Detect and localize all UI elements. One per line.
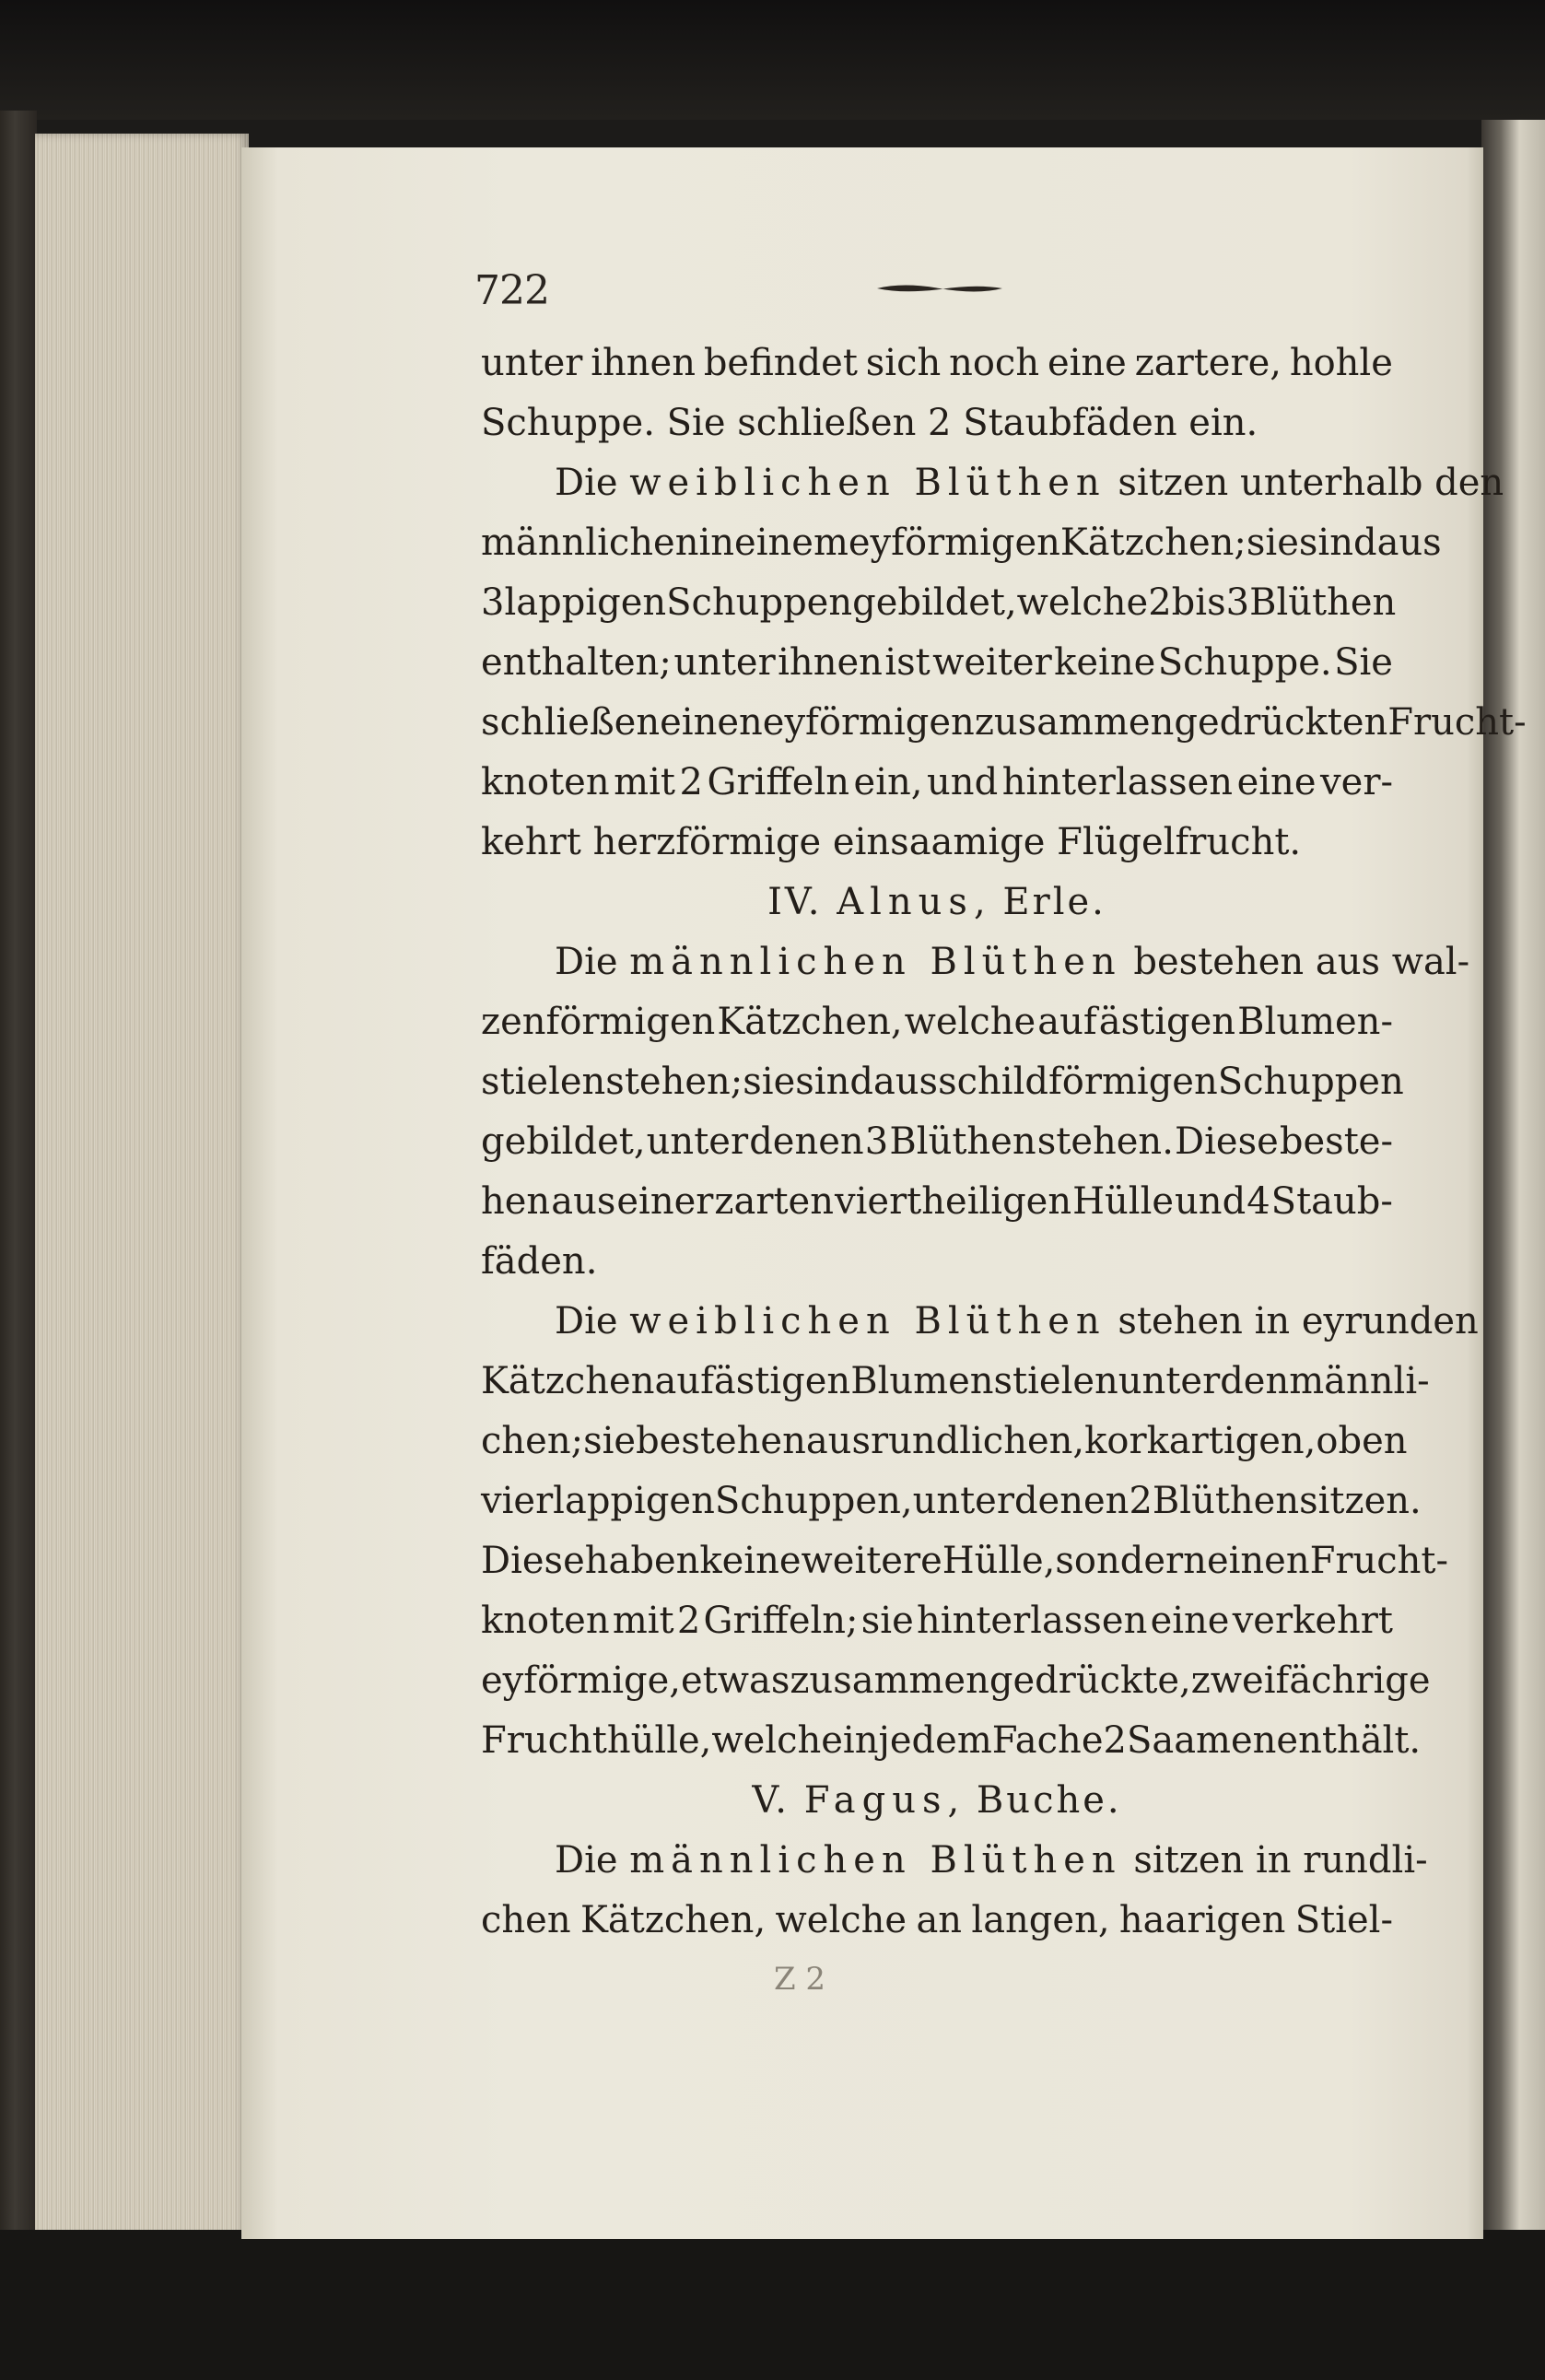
- word: enthält.: [1276, 1719, 1422, 1762]
- text-line: [481, 334, 1393, 393]
- line-suffix: , Erle.: [973, 881, 1106, 923]
- body-text: [481, 334, 1527, 1951]
- text-line: [481, 1232, 1393, 1292]
- word: befindet: [703, 342, 858, 384]
- word: sie: [583, 1420, 637, 1462]
- word: mit: [612, 1600, 674, 1642]
- word: 4: [1247, 1180, 1270, 1223]
- word: Blüthen: [889, 1120, 1036, 1163]
- word: zweifächrige: [1190, 1659, 1431, 1702]
- word: hinterlassen: [1001, 761, 1234, 803]
- word: stehen;: [605, 1061, 743, 1103]
- word: hen: [481, 1180, 551, 1223]
- word: Schuppe.: [1157, 641, 1332, 684]
- text-line: [481, 1172, 1393, 1232]
- word: welche: [904, 1001, 1036, 1043]
- word: zartere,: [1134, 342, 1282, 384]
- word: einer: [616, 1180, 714, 1223]
- word: ist: [884, 641, 931, 684]
- word: sie: [1246, 522, 1299, 564]
- word: knoten: [481, 761, 610, 803]
- word: aus: [805, 1420, 871, 1462]
- word: zenförmigen: [481, 1001, 716, 1043]
- word: stehen.: [1036, 1120, 1174, 1163]
- book-cover-left: [0, 111, 37, 2257]
- word: ästigen: [713, 1360, 851, 1402]
- word: Saamen: [1126, 1719, 1277, 1762]
- text-line: [481, 1112, 1393, 1172]
- signature-mark: Z 2: [774, 1961, 826, 1998]
- word: auf: [1037, 1001, 1097, 1043]
- word: Frucht-: [1309, 1540, 1448, 1582]
- emphasized-term: weiblichen Blüthen: [629, 462, 1106, 504]
- word: eyförmigen: [762, 701, 975, 744]
- word: Blumenstielen: [850, 1360, 1118, 1402]
- word: knoten: [481, 1600, 610, 1642]
- word: weiter: [932, 641, 1052, 684]
- word: zarten: [714, 1180, 834, 1223]
- word: einen: [660, 701, 763, 744]
- text-line: [481, 1052, 1404, 1112]
- word: in: [842, 1719, 879, 1762]
- book-right-edge: [1481, 120, 1545, 2248]
- word: unter: [673, 641, 776, 684]
- word: welche: [1016, 581, 1149, 624]
- word: mit: [614, 761, 675, 803]
- word: Fache: [991, 1719, 1104, 1762]
- line-prefix: Die: [555, 941, 630, 983]
- ornament-rule-icon: [875, 280, 1004, 297]
- text-line: [481, 1412, 1408, 1471]
- word: sind: [1298, 522, 1377, 564]
- word: 2: [676, 1600, 701, 1642]
- word: zusammengedrückte,: [790, 1659, 1191, 1702]
- word: noch: [949, 342, 1040, 384]
- line-prefix: IV.: [767, 881, 837, 923]
- word: ver-: [1320, 761, 1393, 803]
- text-line: [481, 813, 1393, 873]
- word: viertheiligen: [835, 1180, 1072, 1223]
- word: ihnen: [778, 641, 883, 684]
- text-line: [481, 573, 1397, 633]
- word: gebildet,: [852, 581, 1017, 624]
- word: keine: [699, 1540, 802, 1582]
- page-number: 722: [474, 267, 549, 314]
- word: hinterlassen: [917, 1600, 1148, 1642]
- word: aus: [1376, 522, 1442, 564]
- word: Griffeln;: [703, 1600, 859, 1642]
- word: den: [1220, 1360, 1290, 1402]
- text-line: [481, 992, 1393, 1052]
- word: stielen: [481, 1061, 606, 1103]
- word: haben: [584, 1540, 700, 1582]
- word: zusammengedrückten: [974, 701, 1388, 744]
- text-line: [481, 1831, 1428, 1891]
- word: sie: [743, 1061, 796, 1103]
- word: unter: [912, 1480, 1014, 1522]
- word: beste-: [1279, 1120, 1393, 1163]
- word: denen: [749, 1120, 864, 1163]
- word: Kätzchen;: [1059, 522, 1247, 564]
- word: Diese: [1175, 1120, 1279, 1163]
- text-line: [481, 1771, 1393, 1831]
- word: eine: [1236, 761, 1317, 803]
- word: bis: [1171, 581, 1226, 624]
- word: sich: [865, 342, 942, 384]
- page-header: [474, 267, 1396, 313]
- word: aus: [551, 1180, 616, 1223]
- line-text: Schuppe. Sie schließen 2 Staubfäden ein.: [481, 402, 1258, 444]
- word: sie: [860, 1600, 914, 1642]
- word: verkehrt: [1232, 1600, 1393, 1642]
- line-text: [555, 1292, 1479, 1352]
- text-line: [481, 513, 1442, 573]
- word: einem: [734, 522, 849, 564]
- word: gebildet,: [481, 1120, 646, 1163]
- word: hohle: [1289, 342, 1393, 384]
- word: 3lappigen: [481, 581, 667, 624]
- line-text: [555, 932, 1469, 992]
- word: Kätzchen,: [579, 1899, 767, 1941]
- emphasized-term: männlichen Blüthen: [629, 1839, 1122, 1882]
- line-text: kehrt herzförmige einsaamige Flügelfrucht.: [481, 821, 1302, 863]
- word: jedem: [878, 1719, 992, 1762]
- text-line: [481, 1352, 1430, 1412]
- page-stack: [35, 134, 249, 2244]
- line-suffix: bestehen aus wal-: [1121, 941, 1470, 983]
- word: rundlichen,: [870, 1420, 1085, 1462]
- line-text: [555, 453, 1504, 513]
- word: langen,: [971, 1899, 1110, 1941]
- line-text: [767, 873, 1106, 932]
- word: eyförmigen: [848, 522, 1060, 564]
- line-suffix: stehen in eyrunden: [1106, 1300, 1479, 1342]
- word: männli-: [1289, 1360, 1430, 1402]
- word: Blüthen: [1152, 1480, 1300, 1522]
- word: und: [927, 761, 999, 803]
- word: Hülle: [1072, 1180, 1175, 1223]
- text-line: [481, 753, 1393, 813]
- word: haarigen: [1118, 1899, 1286, 1941]
- word: Staub-: [1270, 1180, 1393, 1223]
- word: eine: [1150, 1600, 1230, 1642]
- line-prefix: Die: [555, 1839, 630, 1882]
- word: Schuppen,: [714, 1480, 913, 1522]
- word: Griffeln: [707, 761, 849, 803]
- word: 2: [1129, 1480, 1153, 1522]
- background-top: [0, 0, 1545, 120]
- text-line: [481, 1292, 1479, 1352]
- line-suffix: sitzen in rundli-: [1121, 1839, 1428, 1882]
- word: Kätzchen,: [717, 1001, 903, 1043]
- word: denen: [1013, 1480, 1129, 1522]
- word: auf: [654, 1360, 714, 1402]
- word: Sie: [1334, 641, 1393, 684]
- word: schildförmigen: [938, 1061, 1218, 1103]
- word: sondern: [1055, 1540, 1207, 1582]
- line-prefix: V.: [752, 1779, 804, 1822]
- word: chen;: [481, 1420, 584, 1462]
- word: eine: [1047, 342, 1127, 384]
- word: unter: [646, 1120, 749, 1163]
- word: chen: [481, 1899, 571, 1941]
- word: an: [916, 1899, 963, 1941]
- word: aus: [872, 1061, 939, 1103]
- line-suffix: sitzen unterhalb den: [1106, 462, 1504, 504]
- text-line: [481, 453, 1504, 513]
- line-text: [555, 1831, 1428, 1891]
- word: in: [698, 522, 735, 564]
- word: unter: [1118, 1360, 1221, 1402]
- text-line: [481, 932, 1470, 992]
- word: Stiel-: [1294, 1899, 1393, 1941]
- line-prefix: Die: [555, 462, 630, 504]
- word: Hülle,: [942, 1540, 1056, 1582]
- line-text: [752, 1771, 1121, 1831]
- emphasized-term: Alnus: [837, 881, 974, 923]
- word: sitzen.: [1299, 1480, 1422, 1522]
- word: welche: [775, 1899, 907, 1941]
- word: 3: [1225, 581, 1250, 624]
- word: welche: [711, 1719, 843, 1762]
- background-bottom: [0, 2230, 1545, 2380]
- text-line: [481, 1651, 1431, 1711]
- text-line: [481, 873, 1393, 932]
- word: vierlappigen: [481, 1480, 715, 1522]
- word: eyförmige,: [481, 1659, 681, 1702]
- word: unter: [481, 342, 583, 384]
- text-line: [481, 393, 1393, 453]
- word: keine: [1054, 641, 1156, 684]
- word: schließen: [481, 701, 661, 744]
- word: 2: [1103, 1719, 1127, 1762]
- line-prefix: Die: [555, 1300, 630, 1342]
- word: männlichen: [481, 522, 699, 564]
- line-text: fäden.: [481, 1240, 598, 1283]
- word: ihnen: [591, 342, 696, 384]
- text-line: [481, 1471, 1422, 1531]
- word: korkartigen,: [1084, 1420, 1317, 1462]
- word: sind: [795, 1061, 873, 1103]
- text-line: [481, 1891, 1393, 1951]
- text-line: [481, 1591, 1393, 1651]
- word: oben: [1316, 1420, 1408, 1462]
- word: ästigen: [1098, 1001, 1236, 1043]
- word: enthalten;: [481, 641, 672, 684]
- word: und: [1175, 1180, 1247, 1223]
- word: etwas: [681, 1659, 790, 1702]
- word: Schuppen: [666, 581, 853, 624]
- word: 2: [679, 761, 703, 803]
- word: einen: [1206, 1540, 1310, 1582]
- emphasized-term: Fagus: [803, 1779, 948, 1822]
- word: Frucht-: [1387, 701, 1527, 744]
- word: 2: [1148, 581, 1172, 624]
- text-line: [481, 1531, 1448, 1591]
- emphasized-term: männlichen Blüthen: [629, 941, 1122, 983]
- word: Blüthen: [1249, 581, 1397, 624]
- word: Kätzchen: [481, 1360, 655, 1402]
- word: 3: [864, 1120, 889, 1163]
- word: Diese: [481, 1540, 585, 1582]
- word: bestehen: [636, 1420, 806, 1462]
- word: weitere: [801, 1540, 942, 1582]
- emphasized-term: weiblichen Blüthen: [629, 1300, 1106, 1342]
- word: Schuppen: [1217, 1061, 1404, 1103]
- word: Fruchthülle,: [481, 1719, 712, 1762]
- word: Blumen-: [1237, 1001, 1393, 1043]
- word: ein,: [853, 761, 923, 803]
- text-line: [481, 693, 1527, 753]
- line-suffix: , Buche.: [947, 1779, 1122, 1822]
- text-line: [481, 633, 1393, 693]
- text-line: [481, 1711, 1422, 1771]
